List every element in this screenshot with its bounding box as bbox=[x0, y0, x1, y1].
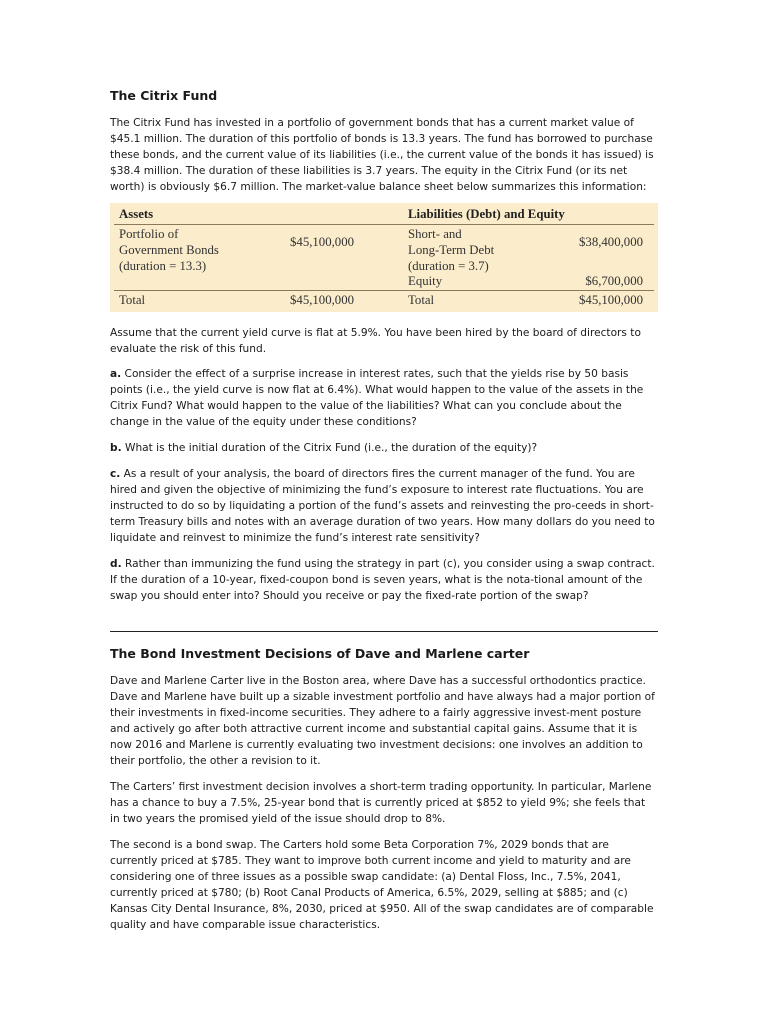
citrix-intro-paragraph: The Citrix Fund has invested in a portfolio of government bonds that has a current market value of $45.1 million. The duration of this portfolio of bonds is 13.3 years. The fund has borrowed to purchase these bonds, and the current value of its liabilities (i.e., the current value of the bonds it has issued) is $38.4 million. The duration of these liabilities is 3.7 years. The equity in the Citrix Fund (or its net worth) is obviously $6.7 million. The market-value balance sheet below summarizes this information: bbox=[110, 117, 654, 193]
asset-label-line1: Portfolio of bbox=[119, 227, 179, 241]
total-rule bbox=[114, 290, 654, 291]
liabilities-header: Liabilities (Debt) and Equity bbox=[408, 207, 565, 221]
total-label-liabilities: Total bbox=[408, 293, 435, 307]
liability-label-line2: Long-Term Debt bbox=[408, 243, 495, 257]
question-d-text: Rather than immunizing the fund using the strategy in part (c), you consider using a swap contract. If the duration of a 10-year, fixed-coupon bond is seven years, what is the nota-tional amount of the swap you should enter into? Should you receive or pay the fixed-rate portion of the swap? bbox=[110, 558, 655, 602]
question-a bbox=[110, 366, 658, 430]
balance-sheet-table bbox=[110, 203, 658, 312]
liability-label-line1: Short- and bbox=[408, 227, 462, 241]
equity-value: $6,700,000 bbox=[585, 274, 643, 288]
carter-paragraph-1: Dave and Marlene Carter live in the Boston area, where Dave has a successful orthodontics practice. Dave and Marlene have built up a sizable investment portfolio and have always had a major portion of their investments in fixed-income securities. They adhere to a fairly aggressive invest-ment posture and actively go after both attractive current income and substantial capital gains. Assume that it is now 2016 and Marlene is currently evaluating two investment decisions: one involves an addition to their portfolio, the other a revision to it. bbox=[110, 675, 655, 767]
carter-paragraph-3: The second is a bond swap. The Carters hold some Beta Corporation 7%, 2029 bonds that are currently priced at $785. They want to improve both current income and yield to maturity and are considering one of three issues as a possible swap candidate: (a) Dental Floss, Inc., 7.5%, 2041, currently priced at $780; (b) Root Canal Products of America, 6.5%, 2029, selling at $885; and (c) Kansas City Dental Insurance, 8%, 2030, priced at $950. All of the swap candidates are of comparable quality and have comparable issue characteristics. bbox=[110, 839, 654, 931]
question-a-text: Consider the effect of a surprise increase in interest rates, such that the yields rise by 50 basis points (i.e., the yield curve is now flat at 6.4%). What would happen to the value of the assets in the Citrix Fund? What would happen to the value of the liabilities? What can you conclude about the change in the value of the equity under these conditions? bbox=[110, 368, 644, 428]
question-d bbox=[110, 556, 658, 604]
liability-value: $38,400,000 bbox=[579, 235, 643, 249]
section-divider bbox=[110, 631, 658, 632]
question-a-label: a. bbox=[110, 368, 122, 380]
question-c-text: As a result of your analysis, the board of directors fires the current manager of the fund. You are hired and given the objective of minimizing the fund’s exposure to interest rate fluctuations. You are instructed to do so by liquidating a portion of the fund’s assets and reinvesting the pro-ceeds in short-term Treasury bills and notes with an average duration of two years. How many dollars do you need to liquidate and reinvest to minimize the fund’s interest rate sensitivity? bbox=[110, 468, 655, 544]
section-title-citrix: The Citrix Fund bbox=[110, 88, 218, 103]
section-title-carter: The Bond Investment Decisions of Dave and Marlene carter bbox=[110, 646, 530, 661]
asset-value: $45,100,000 bbox=[290, 235, 354, 249]
asset-label-line3: (duration = 13.3) bbox=[119, 259, 207, 273]
carter-paragraph-2: The Carters’ first investment decision involves a short-term trading opportunity. In particular, Marlene has a chance to buy a 7.5%, 25-year bond that is currently priced at $852 to yield 9%; she feels that in two years the promised yield of the issue should drop to 8%. bbox=[110, 781, 652, 825]
question-b-label: b. bbox=[110, 442, 122, 454]
total-value-liabilities: $45,100,000 bbox=[579, 293, 643, 307]
assumption-paragraph: Assume that the current yield curve is flat at 5.9%. You have been hired by the board of directors to evaluate the risk of this fund. bbox=[110, 327, 641, 355]
total-label-assets: Total bbox=[119, 293, 146, 307]
question-c bbox=[110, 466, 658, 546]
question-b bbox=[110, 440, 658, 456]
liability-label-line3: (duration = 3.7) bbox=[408, 259, 489, 273]
asset-label-line2: Government Bonds bbox=[119, 243, 219, 257]
header-rule bbox=[114, 224, 654, 225]
question-d-label: d. bbox=[110, 558, 122, 570]
question-c-label: c. bbox=[110, 468, 121, 480]
total-value-assets: $45,100,000 bbox=[290, 293, 354, 307]
assets-header: Assets bbox=[119, 207, 154, 221]
question-b-text: What is the initial duration of the Citrix Fund (i.e., the duration of the equity)? bbox=[121, 442, 538, 454]
equity-label: Equity bbox=[408, 274, 443, 288]
